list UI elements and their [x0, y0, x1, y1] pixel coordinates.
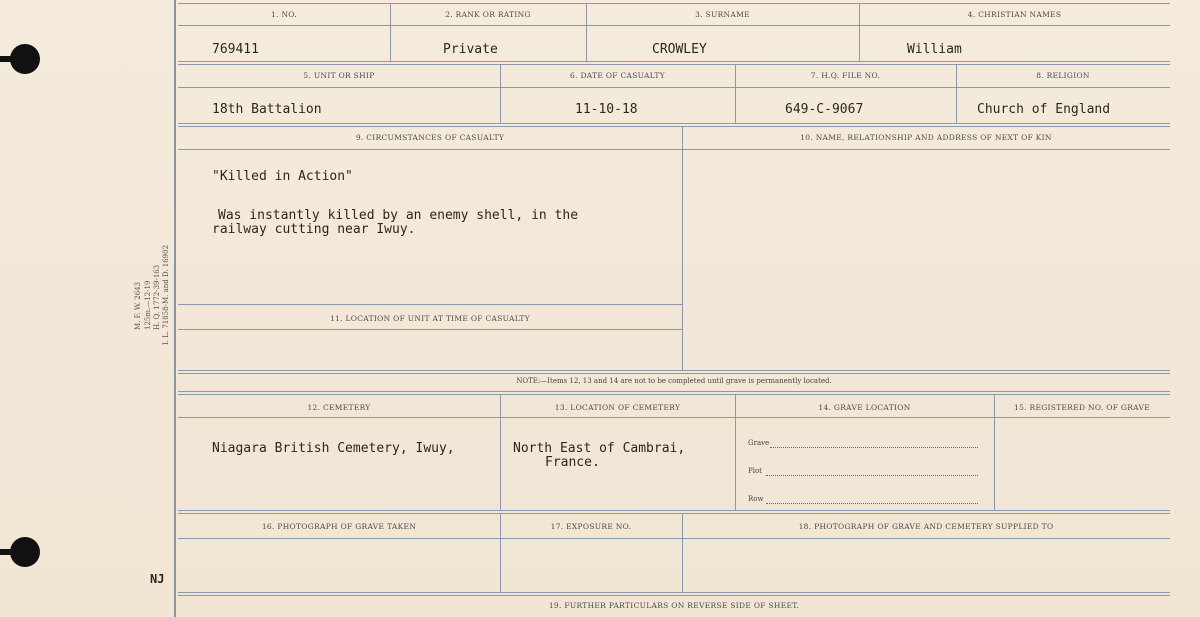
- value-christian-names: William: [907, 42, 962, 57]
- note-line: NOTE:—Items 12, 13 and 14 are not to be completed until grave is permanently located.: [516, 377, 832, 385]
- plot-label: Plot: [748, 467, 762, 475]
- rule: [178, 370, 1170, 371]
- header-registered-no: 15. REGISTERED NO. OF GRAVE: [1014, 403, 1150, 412]
- rule: [994, 395, 995, 510]
- header-cemetery-location: 13. LOCATION OF CEMETERY: [554, 403, 681, 412]
- rule: [178, 592, 1170, 593]
- header-grave-location: 14. GRAVE LOCATION: [818, 403, 911, 412]
- circumstances-line-1: "Killed in Action": [212, 169, 353, 184]
- rule: [178, 61, 1170, 62]
- header-no: 1. NO.: [271, 10, 297, 19]
- header-surname: 3. SURNAME: [695, 10, 750, 19]
- value-file: 649-C-9067: [785, 102, 864, 117]
- value-cemetery-location-1: North East of Cambrai,: [513, 441, 686, 456]
- row-label: Row: [748, 495, 764, 503]
- row-dots: [766, 503, 978, 504]
- rule: [178, 123, 1170, 124]
- value-rank: Private: [443, 42, 498, 57]
- print-note-3: H. Q. 1772-39-163: [153, 264, 161, 330]
- grave-label: Grave: [748, 439, 770, 447]
- grave-dots: [770, 447, 978, 448]
- header-date: 6. DATE OF CASUALTY: [570, 71, 665, 80]
- print-note-4: I. L. 71858-M. and D. 16902: [162, 244, 170, 345]
- header-cemetery: 12. CEMETERY: [307, 403, 371, 412]
- punch-hole-top: [10, 44, 40, 74]
- rule: [682, 126, 683, 370]
- rule: [178, 538, 1170, 539]
- value-date: 11-10-18: [575, 102, 638, 117]
- rule: [178, 3, 1170, 4]
- rule: [500, 395, 501, 510]
- header-religion: 8. RELIGION: [1036, 71, 1090, 80]
- footer-further-particulars: 19. FURTHER PARTICULARS ON REVERSE SIDE OF SHEET.: [548, 601, 800, 610]
- punch-hole-bottom: [10, 537, 40, 567]
- header-photograph-taken: 16. PHOTOGRAPH OF GRAVE TAKEN: [261, 522, 417, 531]
- value-no: 769411: [212, 42, 259, 57]
- initials-mark: NJ: [150, 572, 165, 586]
- rule: [178, 510, 1170, 511]
- rule: [178, 417, 1170, 418]
- print-note-2: 125m.—12-19: [144, 280, 152, 330]
- rule: [178, 25, 1170, 26]
- value-cemetery: Niagara British Cemetery, Iwuy,: [212, 441, 455, 456]
- value-surname: CROWLEY: [652, 42, 707, 57]
- header-christian-names: 4. CHRISTIAN NAMES: [967, 10, 1062, 19]
- rule: [178, 304, 682, 305]
- value-cemetery-location-2: France.: [545, 455, 600, 470]
- margin-rule: [174, 0, 176, 617]
- header-unit: 5. UNIT OR SHIP: [303, 71, 375, 80]
- rule: [178, 87, 1170, 88]
- value-unit: 18th Battalion: [212, 102, 322, 117]
- header-exposure-no: 17. EXPOSURE NO.: [550, 522, 632, 531]
- plot-dots: [766, 475, 978, 476]
- print-note-1: M. F. W. 2643: [134, 281, 142, 330]
- rule: [178, 329, 682, 330]
- header-photo-supplied: 18. PHOTOGRAPH OF GRAVE AND CEMETERY SUPPLIED TO: [798, 522, 1054, 531]
- circumstances-line-2: Was instantly killed by an enemy shell, in the: [218, 208, 579, 223]
- rule: [178, 149, 1170, 150]
- header-circumstances: 9. CIRCUMSTANCES OF CASUALTY: [355, 133, 505, 142]
- header-location-unit: 11. LOCATION OF UNIT AT TIME OF CASUALTY: [330, 314, 530, 323]
- rule: [735, 395, 736, 510]
- circumstances-line-3: railway cutting near Iwuy.: [212, 222, 416, 237]
- value-religion: Church of England: [977, 102, 1111, 117]
- header-next-of-kin: 10. NAME, RELATIONSHIP AND ADDRESS OF NEXT OF KIN: [800, 133, 1052, 142]
- header-file: 7. H.Q. FILE NO.: [810, 71, 881, 80]
- header-rank: 2. RANK OR RATING: [445, 10, 531, 19]
- rule: [178, 391, 1170, 392]
